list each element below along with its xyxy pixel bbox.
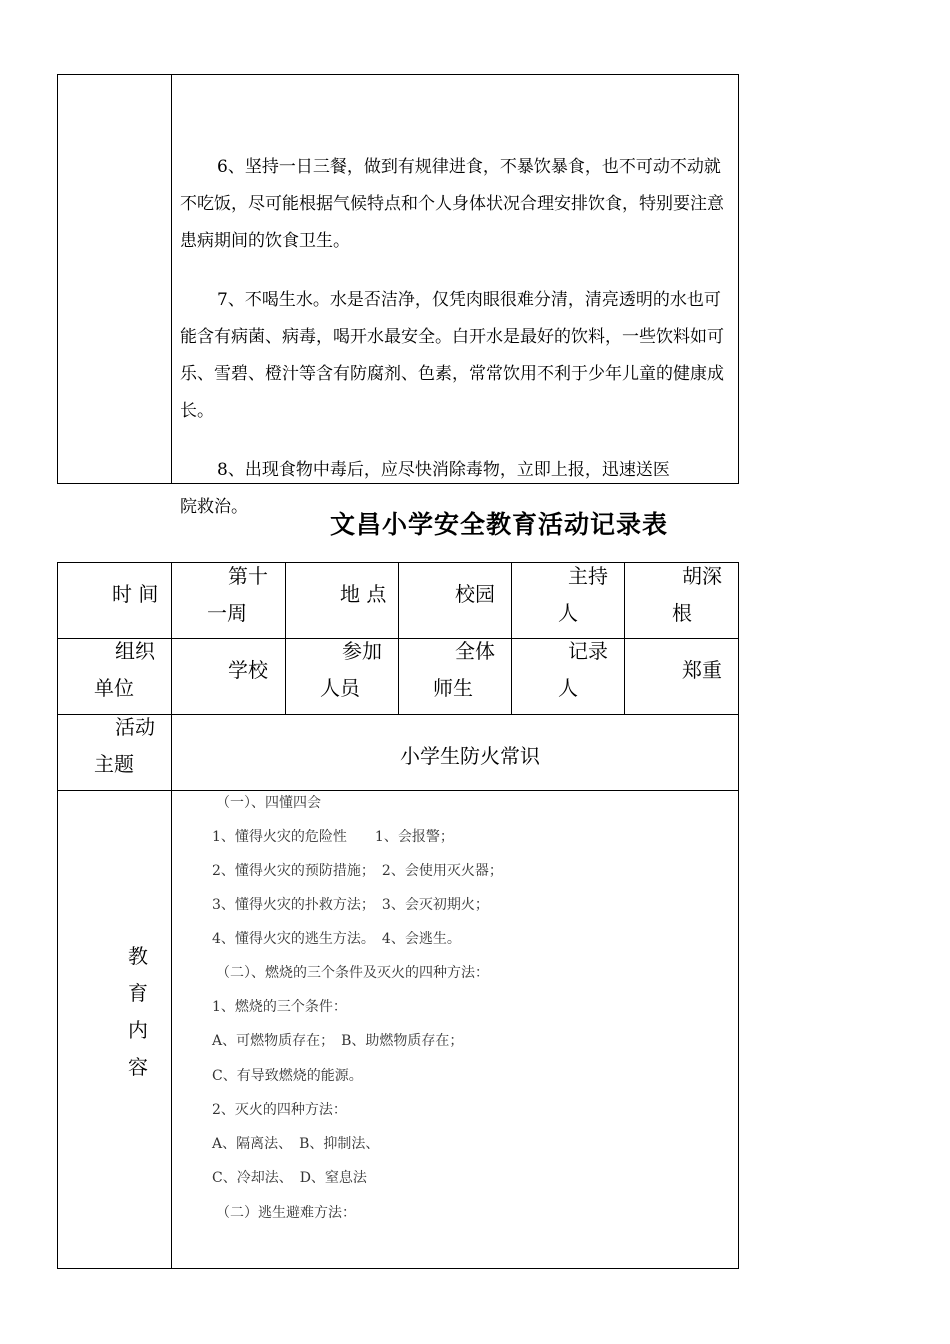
participants-label-line2: 人员 <box>320 676 360 700</box>
content-line: 3、懂得火灾的扑救方法； 3、会灭初期火； <box>212 897 489 913</box>
content-line: （一）、四懂四会 <box>216 795 321 811</box>
content-label: 教 育 内 容 <box>128 944 148 1079</box>
content-line: 2、灭火的四种方法： <box>212 1102 347 1118</box>
time-value-line1: 第十 <box>228 564 268 588</box>
content-line: C、冷却法、 D、窒息法 <box>212 1170 367 1186</box>
host-label-line2: 人 <box>558 601 578 625</box>
host-value-line2: 根 <box>672 601 692 625</box>
time-label: 时 间 <box>112 582 159 606</box>
content-line: C、有导致燃烧的能源。 <box>212 1068 363 1084</box>
org-label-line2: 单位 <box>94 676 134 700</box>
paragraph-8-continued: 院救治。 <box>180 497 248 517</box>
recorder-label-line2: 人 <box>558 676 578 700</box>
content-line: （二）逃生避难方法： <box>216 1205 356 1221</box>
place-value: 校园 <box>455 582 495 606</box>
theme-label-line1: 活动 <box>115 715 155 739</box>
content-line: A、隔离法、 B、抑制法、 <box>212 1136 380 1152</box>
org-value: 学校 <box>228 658 268 682</box>
content-line: A、可燃物质存在； B、助燃物质存在； <box>212 1033 464 1049</box>
content-line: 1、懂得火灾的危险性 1、会报警； <box>212 829 454 845</box>
participants-value-line2: 师生 <box>433 676 473 700</box>
content-line: 2、懂得火灾的预防措施； 2、会使用灭火器； <box>212 863 503 879</box>
paragraph-7: 7、不喝生水。水是否洁净，仅凭肉眼很难分清，清亮透明的水也可能含有病菌、病毒，喝开水最安全。白开水是最好的饮料，一些饮料如可乐、雪碧、橙汁等含有防腐剂、色素，常常饮用不利于少年儿童的健康成长。 <box>180 290 724 421</box>
content-line: 4、懂得火灾的逃生方法。 4、会逃生。 <box>212 931 461 947</box>
paragraph-8: 8、出现食物中毒后，应尽快消除毒物，立即上报，迅速送医 <box>217 460 670 480</box>
place-label: 地 点 <box>340 582 387 606</box>
theme-value: 小学生防火常识 <box>400 744 540 768</box>
form-title: 文昌小学安全教育活动记录表 <box>330 510 669 539</box>
host-label-line1: 主持 <box>568 564 608 588</box>
participants-label-line1: 参加 <box>342 639 382 663</box>
host-value-line1: 胡深 <box>682 564 722 588</box>
content-line: 1、燃烧的三个条件： <box>212 999 347 1015</box>
paragraph-6: 6、坚持一日三餐，做到有规律进食，不暴饮暴食，也不可动不动就不吃饭，尽可能根据气候特点和个人身体状况合理安排饮食，特别要注意患病期间的饮食卫生。 <box>180 157 724 251</box>
recorder-value: 郑重 <box>682 658 722 682</box>
participants-value-line1: 全体 <box>455 639 495 663</box>
recorder-label-line1: 记录 <box>568 639 608 663</box>
org-label-line1: 组织 <box>115 639 155 663</box>
content-line: （二）、燃烧的三个条件及灭火的四种方法： <box>216 965 489 981</box>
time-value-line2: 一周 <box>207 601 247 625</box>
theme-label-line2: 主题 <box>94 752 134 776</box>
